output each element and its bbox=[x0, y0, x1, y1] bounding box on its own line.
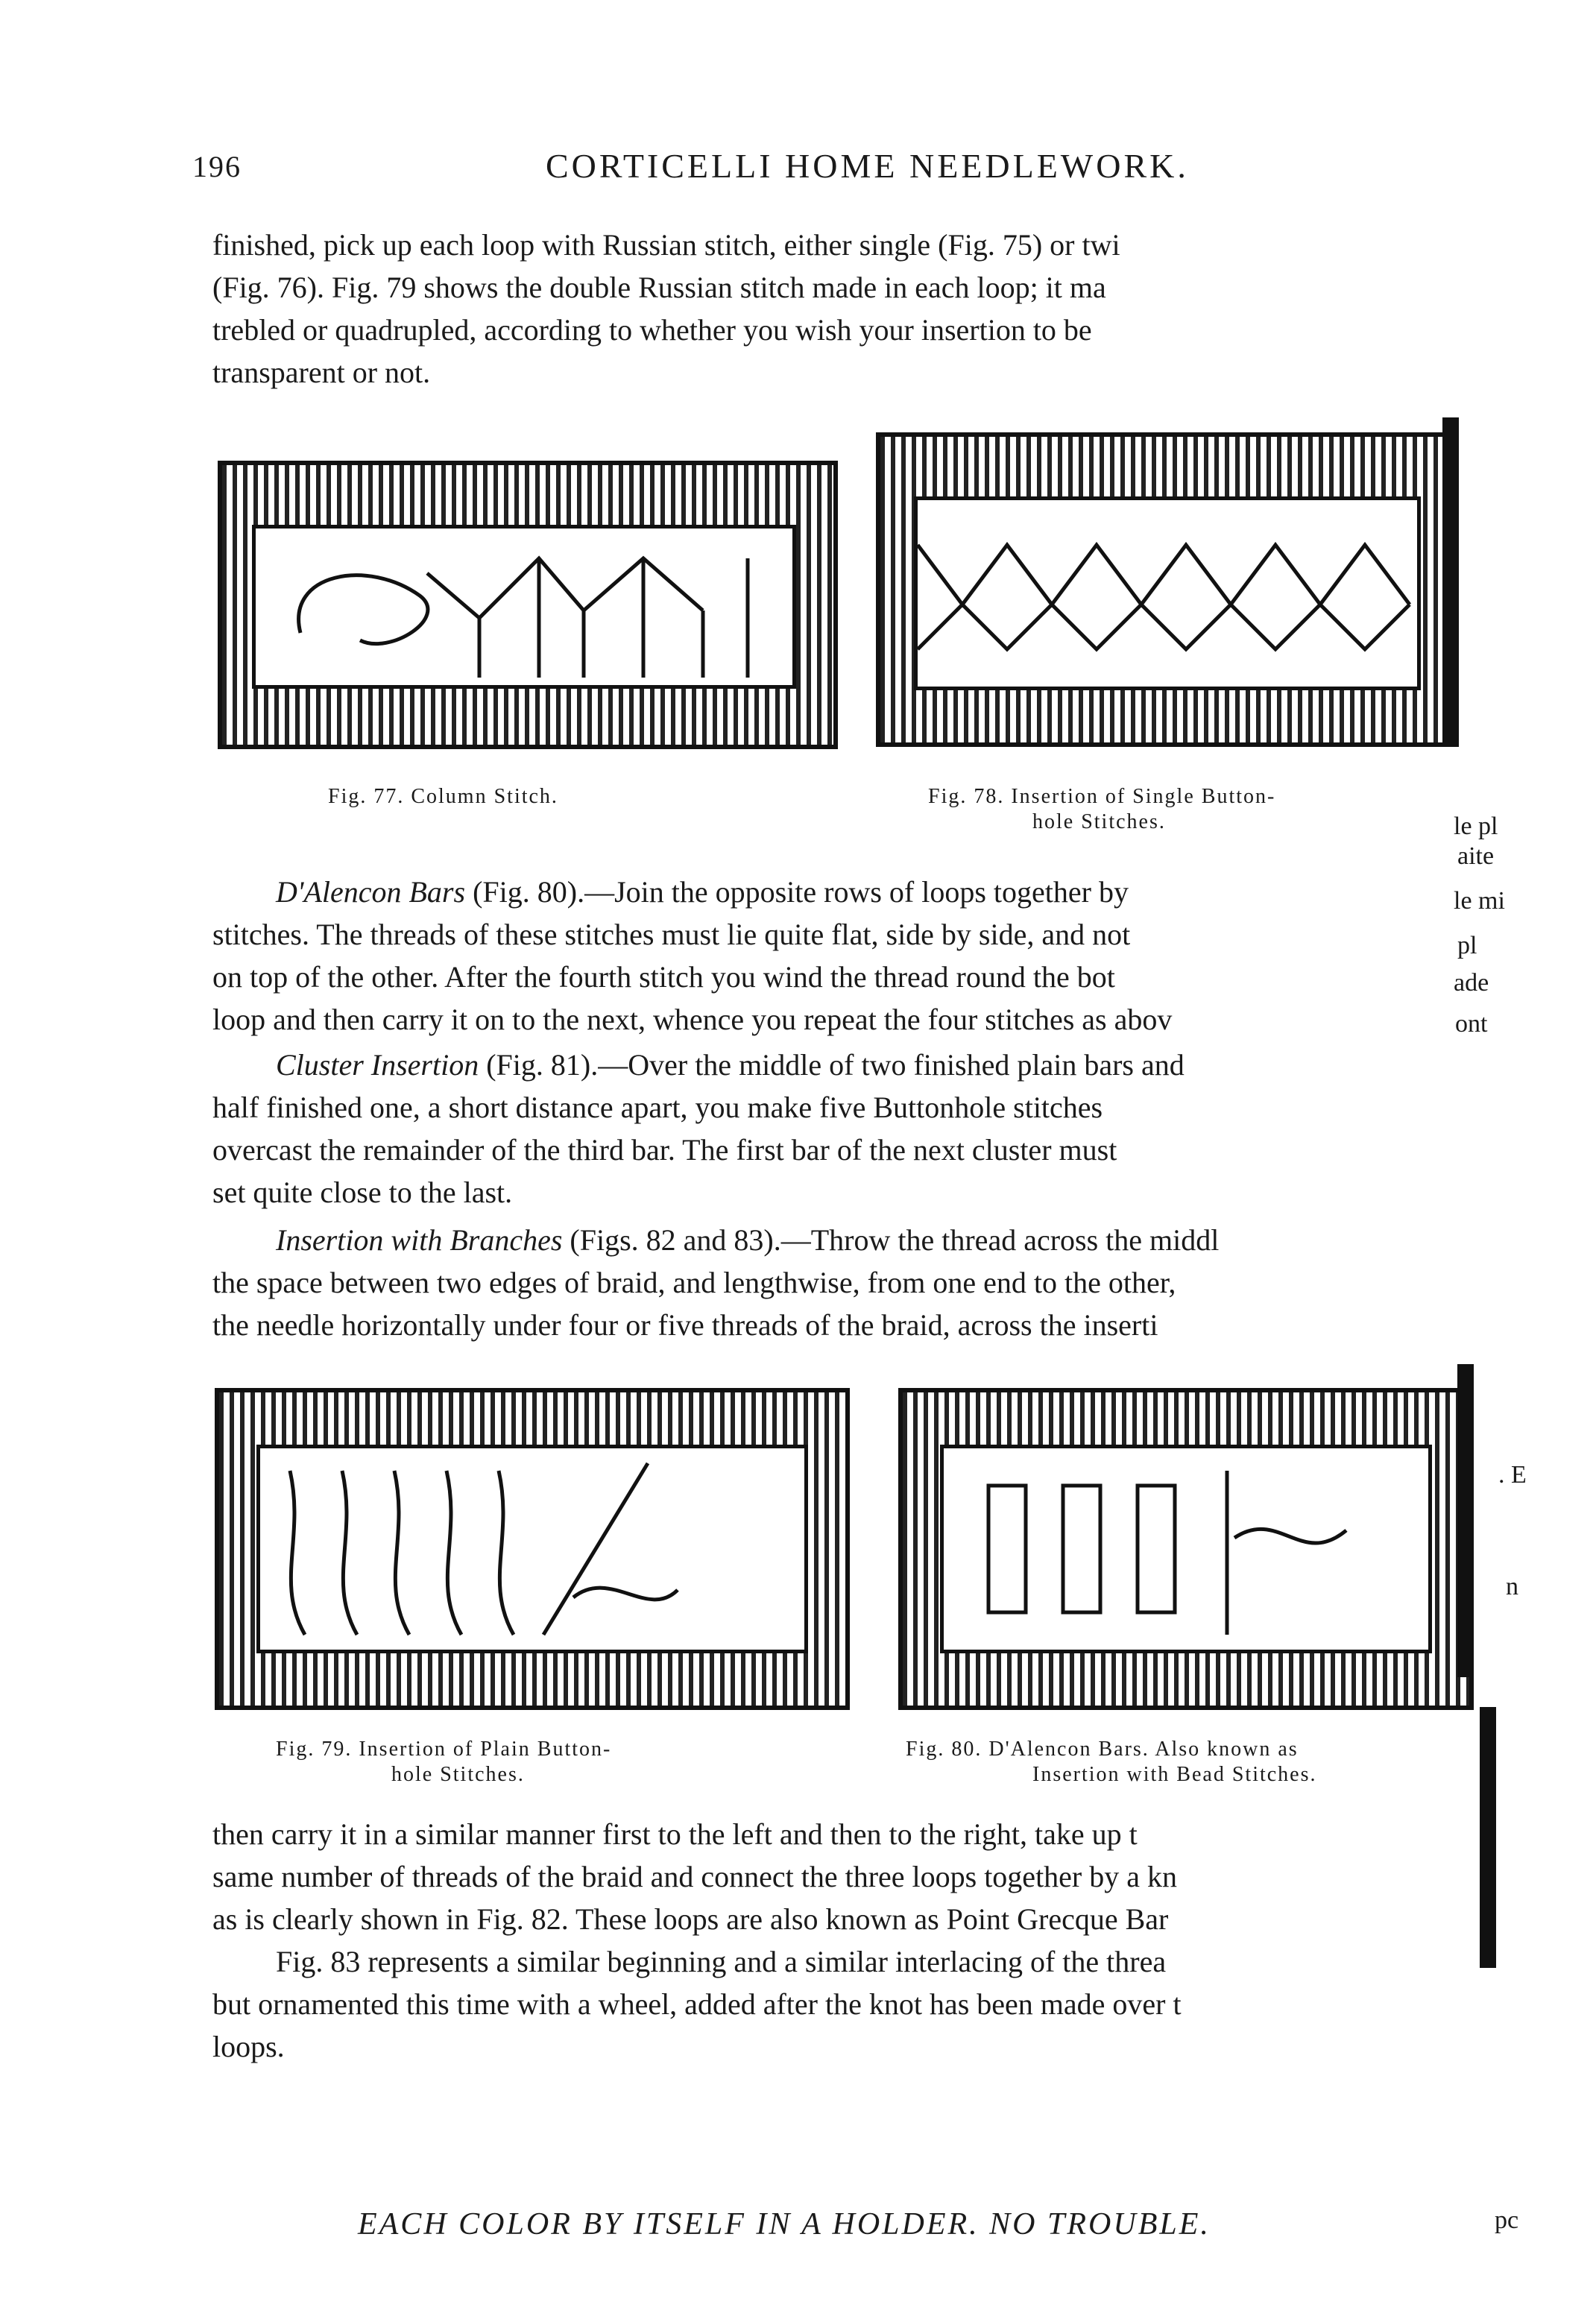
cluster-lead: Cluster Insertion bbox=[276, 1048, 479, 1082]
text-line: but ornamented this time with a wheel, added after the knot has been made over t bbox=[212, 1987, 1182, 2021]
scan-edge-shadow bbox=[1480, 1707, 1496, 1968]
page-number: 196 bbox=[192, 150, 242, 183]
figure-79-caption-line2: hole Stitches. bbox=[391, 1763, 525, 1786]
margin-fragment: . E bbox=[1498, 1461, 1527, 1489]
paragraph-continuation bbox=[212, 1813, 1450, 2068]
plain-buttonhole-drawing bbox=[260, 1448, 804, 1650]
margin-fragment: n bbox=[1506, 1573, 1518, 1600]
figure-78-caption-line2: hole Stitches. bbox=[1032, 810, 1166, 833]
text-line: (Fig. 80).—Join the opposite rows of loops together by bbox=[465, 875, 1129, 909]
paragraph-insertion-with-branches bbox=[212, 1219, 1450, 1346]
text-line: same number of threads of the braid and connect the three loops together by a kn bbox=[212, 1860, 1178, 1893]
text-line: overcast the remainder of the third bar. The first bar of the next cluster must bbox=[212, 1133, 1117, 1167]
paragraph-intro bbox=[212, 224, 1450, 394]
figure-77-caption: Fig. 77. Column Stitch. bbox=[328, 785, 558, 808]
margin-fragment: ade bbox=[1454, 969, 1489, 997]
text-line: loops. bbox=[212, 2030, 285, 2063]
dalencon-lead: D'Alencon Bars bbox=[276, 875, 466, 909]
footer-advertisement: EACH COLOR BY ITSELF IN A HOLDER. NO TROUBLE. bbox=[358, 2207, 1211, 2241]
text-line: the needle horizontally under four or five threads of the braid, across the inserti bbox=[212, 1308, 1158, 1342]
figure-79-illustration bbox=[215, 1388, 850, 1710]
paragraph-dalencon-bars bbox=[212, 871, 1450, 1041]
column-stitch-drawing bbox=[256, 529, 792, 685]
margin-fragment: pl bbox=[1457, 932, 1477, 959]
text-line: on top of the other. After the fourth stitch you wind the thread round the bot bbox=[212, 960, 1115, 994]
figure-78-illustration bbox=[876, 432, 1459, 747]
margin-fragment: le pl bbox=[1454, 813, 1498, 840]
text-line: then carry it in a similar manner first to the left and then to the right, take up t bbox=[212, 1817, 1138, 1851]
text-line: the space between two edges of braid, and lengthwise, from one end to the other, bbox=[212, 1266, 1176, 1299]
figure-80-illustration bbox=[898, 1388, 1474, 1710]
text-line: Fig. 83 represents a similar beginning and a similar interlacing of the threa bbox=[276, 1945, 1167, 1978]
text-line: trebled or quadrupled, according to whether you wish your insertion to be bbox=[212, 313, 1092, 347]
scan-edge-shadow bbox=[1442, 417, 1459, 745]
text-line: set quite close to the last. bbox=[212, 1176, 513, 1209]
margin-fragment: ont bbox=[1455, 1010, 1488, 1038]
branches-lead: Insertion with Branches bbox=[276, 1223, 563, 1257]
figure-80-caption-line2: Insertion with Bead Stitches. bbox=[1032, 1763, 1317, 1786]
paragraph-cluster-insertion bbox=[212, 1044, 1450, 1214]
figure-79-caption-line1: Fig. 79. Insertion of Plain Button- bbox=[276, 1738, 612, 1761]
running-title: CORTICELLI HOME NEEDLEWORK. bbox=[546, 147, 1189, 185]
margin-fragment: aite bbox=[1457, 842, 1495, 870]
text-line: stitches. The threads of these stitches must lie quite flat, side by side, and not bbox=[212, 918, 1131, 951]
text-line: as is clearly shown in Fig. 82. These loops are also known as Point Grecque Bar bbox=[212, 1902, 1169, 1936]
text-line: (Figs. 82 and 83).—Throw the thread across the middl bbox=[562, 1223, 1220, 1257]
text-line: transparent or not. bbox=[212, 356, 431, 389]
margin-fragment: le mi bbox=[1454, 887, 1505, 915]
text-line: half finished one, a short distance apart, you make five Buttonhole stitches bbox=[212, 1091, 1103, 1124]
figure-78-caption-line1: Fig. 78. Insertion of Single Button- bbox=[928, 785, 1276, 808]
text-line: (Fig. 76). Fig. 79 shows the double Russian stitch made in each loop; it ma bbox=[212, 271, 1106, 304]
text-line: (Fig. 81).—Over the middle of two finished plain bars and bbox=[479, 1048, 1185, 1082]
figure-80-caption-line1: Fig. 80. D'Alencon Bars. Also known as bbox=[906, 1738, 1299, 1761]
text-line: loop and then carry it on to the next, whence you repeat the four stitches as abov bbox=[212, 1003, 1173, 1036]
scan-edge-shadow bbox=[1457, 1364, 1474, 1677]
margin-fragment: pc bbox=[1495, 2206, 1519, 2234]
figure-77-illustration bbox=[218, 461, 838, 749]
buttonhole-net-drawing bbox=[918, 500, 1417, 687]
dalencon-bars-drawing bbox=[944, 1448, 1428, 1650]
text-line: finished, pick up each loop with Russian stitch, either single (Fig. 75) or twi bbox=[212, 228, 1120, 262]
